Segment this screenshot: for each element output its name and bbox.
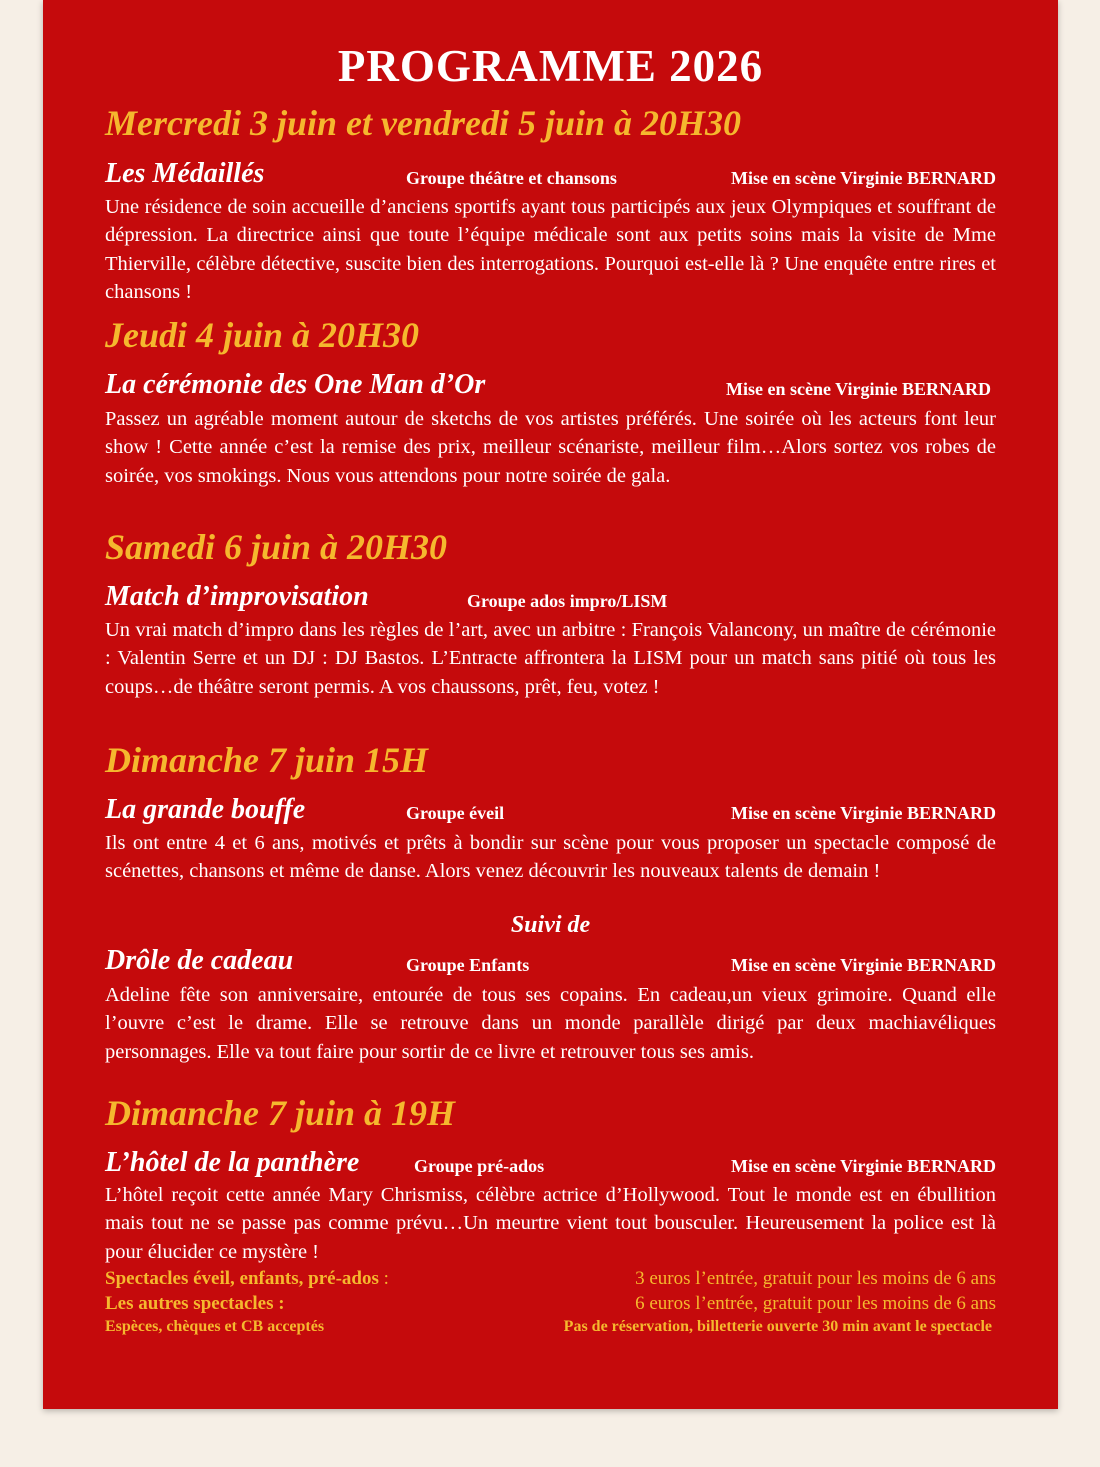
show-description-1: Une résidence de soin accueille d’anciens sportifs ayant tous participés aux jeux Olympiques et souffrant de dépression. La directrice ainsi que toute l’équipe médicale sont aux petits soins mais la visite de Mme Thierville, célèbre détective, suscite bien des interrogations. Pourquoi est-elle là ? Une enquête entre rires et chansons ! bbox=[105, 196, 996, 303]
show-date-6: Dimanche 7 juin à 19H bbox=[105, 1093, 456, 1133]
show-title-3: Match d’improvisation bbox=[105, 581, 369, 612]
show-title-6: L’hôtel de la panthère bbox=[105, 1147, 360, 1178]
suivi-de-label: Suivi de bbox=[510, 912, 591, 938]
show-description-2: Passez un agréable moment autour de sketchs de vos artistes préférés. Une soirée où les acteurs font leur show ! Cette année c’est la remise des prix, meilleur scénariste, meilleur film…Alors sortez vos robes de soirée, vos smokings. Nous vous attendons pour notre soirée de gala. bbox=[105, 408, 996, 487]
payment-info: Espèces, chèques et CB acceptés bbox=[105, 1318, 325, 1335]
show-title-2: La cérémonie des One Man d’Or bbox=[105, 369, 486, 400]
show-description-4: Ils ont entre 4 et 6 ans, motivés et prêts à bondir sur scène pour vous proposer un spectacle composé de scénettes, chansons et même de danse. Alors venez découvrir les nouveaux talents de demain ! bbox=[105, 832, 996, 883]
show-group-3: Groupe ados impro/LISM bbox=[467, 591, 668, 611]
show-group-5: Groupe Enfants bbox=[406, 955, 530, 975]
show-title-4: La grande bouffe bbox=[105, 794, 306, 825]
show-description-3: Un vrai match d’impro dans les règles de l’art, avec un arbitre : François Valancony, un maître de cérémonie : Valentin Serre et un DJ : DJ Bastos. L’Entracte affrontera la LISM pour un match sans pitié où tous les coups…de théâtre seront permis. A vos chaussons, prêt, feu, votez ! bbox=[105, 619, 996, 698]
show-director-6: Mise en scène Virginie BERNARD bbox=[731, 1156, 996, 1176]
show-title-1: Les Médaillés bbox=[105, 158, 265, 189]
show-date-2: Jeudi 4 juin à 20H30 bbox=[105, 315, 420, 355]
show-date-3: Samedi 6 juin à 20H30 bbox=[105, 527, 448, 567]
show-date-4: Dimanche 7 juin 15H bbox=[105, 740, 429, 780]
pricing-label-2: Les autres spectacles : bbox=[105, 1293, 285, 1314]
show-group-4: Groupe éveil bbox=[406, 803, 505, 823]
pricing-value-1: 3 euros l’entrée, gratuit pour les moins de 6 ans bbox=[635, 1268, 996, 1289]
show-description-6: L’hôtel reçoit cette année Mary Chrismiss, célèbre actrice d’Hollywood. Tout le monde est en ébullition mais tout ne se passe pas comme prévu…Un meurtre vient tout bousculer. Heureusement la police est là pour élucider ce mystère ! bbox=[105, 1184, 996, 1263]
show-date-1: Mercredi 3 juin et vendredi 5 juin à 20H30 bbox=[105, 103, 742, 143]
show-description-5: Adeline fête son anniversaire, entourée de tous ses copains. En cadeau,un vieux grimoire. Quand elle l’ouvre c’est le drame. Elle se retrouve dans un monde parallèle dirigé par deux machiavéliques personnages. Elle va tout faire pour sortir de ce livre et retrouver tous ses amis. bbox=[105, 984, 996, 1063]
show-director-4: Mise en scène Virginie BERNARD bbox=[731, 803, 996, 823]
show-title-5: Drôle de cadeau bbox=[105, 945, 294, 976]
booking-info: Pas de réservation, billetterie ouverte 30 min avant le spectacle bbox=[563, 1318, 992, 1335]
pricing-label-1: Spectacles éveil, enfants, pré-ados : bbox=[105, 1268, 389, 1289]
show-group-1: Groupe théâtre et chansons bbox=[406, 168, 617, 188]
page-title: PROGRAMME 2026 bbox=[337, 41, 764, 91]
programme-poster bbox=[43, 0, 1058, 1409]
pricing-value-2: 6 euros l’entrée, gratuit pour les moins de 6 ans bbox=[635, 1293, 996, 1314]
show-group-6: Groupe pré-ados bbox=[414, 1156, 545, 1176]
show-director-2: Mise en scène Virginie BERNARD bbox=[726, 379, 991, 399]
show-director-1: Mise en scène Virginie BERNARD bbox=[731, 168, 996, 188]
show-director-5: Mise en scène Virginie BERNARD bbox=[731, 955, 996, 975]
